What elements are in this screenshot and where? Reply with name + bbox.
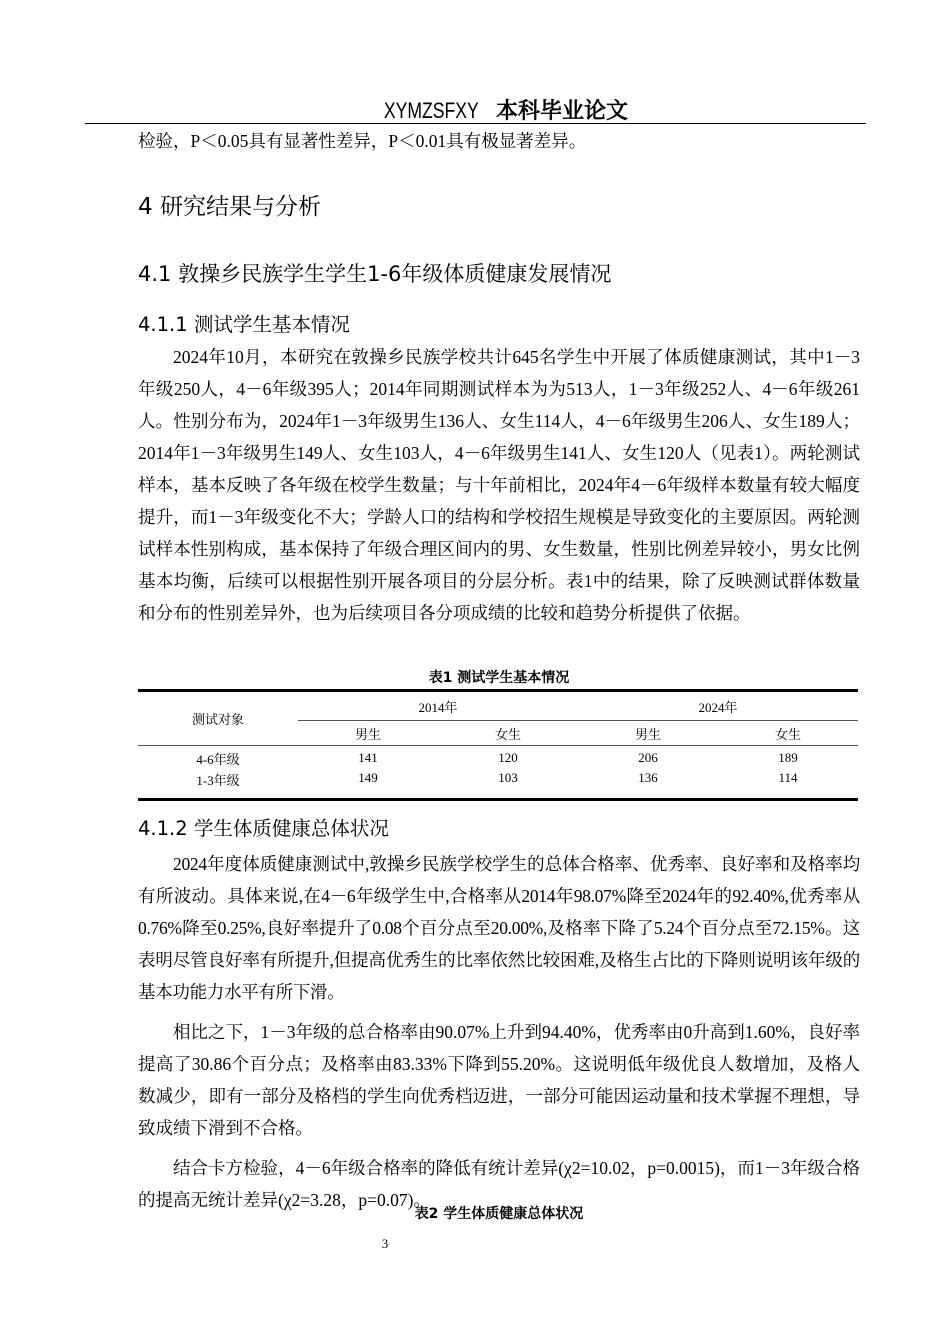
gender-header: 男生 [578,721,718,746]
gender-header: 女生 [718,721,858,746]
row-label: 4-6年级 [196,751,240,767]
cell: 136 [638,770,658,785]
cell: 114 [778,770,798,785]
cell: 189 [778,750,798,765]
cell: 206 [638,750,658,765]
header-rule [85,123,866,124]
paragraph: 相比之下，1－3年级的总合格率由90.07%上升到94.40%，优秀率由0升高到1.60%，良好率提高了30.86个百分点；及格率由83.33%下降到55.20%。这说明低年级优良人数增加，及格人数减少，即有一部分及格档的学生向优秀档迈进，一部分可能因运动量和技术掌握不理想，导致成绩下滑到不合格。 [138,1022,860,1138]
year-header: 2014年 [298,691,578,721]
header-code: XYMZSFXY [383,98,479,123]
row-label: 1-3年级 [196,773,240,788]
gender-header: 女生 [438,721,578,746]
header-title: 本科毕业论文 [496,99,629,124]
year-header: 2024年 [578,691,858,721]
gender-header: 男生 [298,721,438,746]
cell: 103 [498,770,518,785]
subsection-heading: 4.1 敦操乡民族学生学生1-6年级体质健康发展情况 [138,262,612,286]
table2-caption: 表2 学生体质健康总体状况 [414,1206,584,1222]
paragraph: 结合卡方检验，4－6年级合格率的降低有统计差异(χ2=10.02，p=0.0015)，而1－3年级合格的提高无统计差异(χ2=3.28，p=0.07)。 [138,1158,860,1210]
cell: 149 [358,770,378,785]
table1-caption: 表1 测试学生基本情况 [428,670,570,686]
sub2-paragraphs [138,848,860,1216]
sub1-heading: 4.1.1 测试学生基本情况 [138,313,350,336]
page-number: 3 [381,1236,389,1251]
cell: 120 [498,750,518,765]
sub2-heading: 4.1.2 学生体质健康总体状况 [138,817,389,840]
page-header [0,94,950,125]
sub1-paragraph: 2024年10月，本研究在敦操乡民族学校共计645名学生中开展了体质健康测试，其中1－3年级250人，4－6年级395人；2014年同期测试样本为为513人，1－3年级252人、4－6年级261人。性别分布为，2024年1－3年级男生136人、女生114人，4－6年级男生206人、女生189人；2014年1－3年级男生149人、女生103人，4－6年级男生141人、女生120人（见表1）。两轮测试样本，基本反映了各年级在校学生数量；与十年前相比，2024年4－6年级样本数量有较大幅度提升，而1－3年级变化不大；学龄人口的结构和学校招生规模是导致变化的主要原因。两轮测试样本性别构成，基本保持了年级合理区间内的男、女生数量，性别比例差异较小，男女比例基本均衡，后续可以根据性别开展各项目的分层分析。表1中的结果，除了反映测试群体数量和分布的性别差异外，也为后续项目各分项成绩的比较和趋势分析提供了依据。 [138,347,860,623]
table1 [138,689,858,801]
paragraph: 2024年度体质健康测试中,敦操乡民族学校学生的总体合格率、优秀率、良好率和及格率均有所波动。具体来说,在4－6年级学生中,合格率从2014年98.07%降至2024年的92.40%,优秀率从0.76%降至0.25%,良好率提升了0.08个百分点至20.00%,及格率下降了5.24个百分点至72.15%。这表明尽管良好率有所提升,但提高优秀生的比率依然比较困难,及格生占比的下降则说明该年级的基本功能力水平有所下滑。 [138,854,860,1002]
section-heading: 4 研究结果与分析 [138,194,321,220]
cell: 141 [358,750,378,765]
table-row [138,746,858,771]
table-row [138,770,858,800]
row-header: 测试对象 [138,691,298,746]
intro-line: 检验，P＜0.05具有显著性差异，P＜0.01具有极显著差异。 [138,131,587,151]
